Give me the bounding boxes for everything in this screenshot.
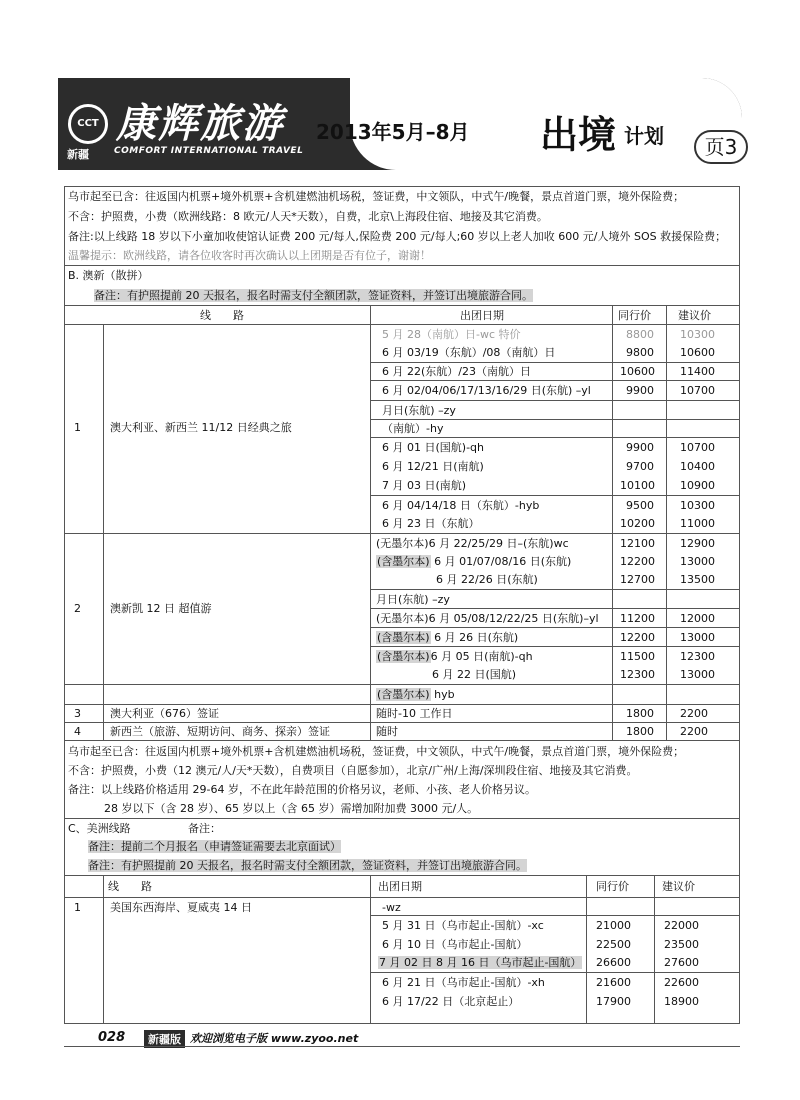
edition-tag: 新疆版 <box>144 1030 185 1048</box>
b-r1-date: 7 月 03 日(南航) <box>382 479 467 492</box>
b-r2-date: 6 月 05 日(南航)-qh <box>430 650 533 663</box>
b-r4-retail: 2200 <box>680 725 708 738</box>
brand-name: 康辉旅游 <box>116 100 284 147</box>
date-range: 2013年5月–8月 <box>316 120 470 144</box>
b-r2-retail: 12000 <box>680 612 715 625</box>
b-r1-date: 6 月 23 日（东航） <box>382 517 480 530</box>
b-r2-retail: 13000 <box>680 555 715 568</box>
b-r3-peer: 1800 <box>626 707 654 720</box>
b-r2-retail: 12900 <box>680 537 715 550</box>
b-r2-retail: 13000 <box>680 668 715 681</box>
c-r1-date: -wz <box>382 901 401 914</box>
c-r1-retail: 22000 <box>664 919 699 932</box>
b-r1-peer: 10200 <box>620 517 655 530</box>
b-r2-retail: 13000 <box>680 631 715 644</box>
c-r1-date: 5 月 31 日（乌市起止-国航）-xc <box>382 919 544 932</box>
b-r2-date: 6 月 22 日(国航) <box>432 668 517 681</box>
b-r3-retail: 2200 <box>680 707 708 720</box>
section-c-note-1: 备注：提前二个月报名（申请签证需要去北京面试） <box>88 840 341 853</box>
b-r1-date: 6 月 03/19（东航）/08（南航）日 <box>382 346 556 359</box>
section-c-title-note: 备注： <box>188 822 221 835</box>
notes2-line-4: 28 岁以下（含 28 岁）、65 岁以上（含 65 岁）需增加附加费 3000 元/人。 <box>104 802 479 815</box>
b-r2-peer: 12200 <box>620 631 655 644</box>
b-head-peer: 同行价 <box>618 309 651 322</box>
b-r1-peer: 9700 <box>626 460 654 473</box>
b-r2-peer: 11500 <box>620 650 655 663</box>
b-r3-date: 随时-10 工作日 <box>376 707 453 720</box>
b-r2-peer: 12700 <box>620 573 655 586</box>
c-r1-retail: 18900 <box>664 995 699 1008</box>
c-r1-retail: 23500 <box>664 938 699 951</box>
b-r1-peer: 9900 <box>626 384 654 397</box>
b-head-date: 出团日期 <box>460 309 504 322</box>
section-b-note: 备注：有护照提前 20 天报名，报名时需支付全额团款，签证资料，并签订出境旅游合同。 <box>94 289 533 302</box>
b-r1-peer: 9800 <box>626 346 654 359</box>
b-r1-date: 6 月 12/21 日(南航) <box>382 460 484 473</box>
notes2-line-2: 不含：护照费，小费（12 澳元/人/天*天数），自费项目（自愿参加），北京/广州/上海/深圳段住宿、地接及其它消费。 <box>68 764 638 777</box>
plan-subtitle: 计划 <box>624 124 664 148</box>
tag-with-melbourne: (含墨尔本) <box>377 555 430 568</box>
intro-warm-tip: 温馨提示：欧洲线路，请各位收客时再次确认以上团期是否有位子，谢谢！ <box>68 249 431 262</box>
b-r2-peer: 12200 <box>620 555 655 568</box>
c-r1-peer: 21000 <box>596 919 631 932</box>
c-head-peer: 同行价 <box>596 880 629 893</box>
b-r2-date: 月日(东航) –zy <box>376 593 450 606</box>
intro-line-2: 不含：护照费，小费（欧洲线路：8 欧元/人天*天数），自费，北京\上海段住宿、地接及其它消费。 <box>68 210 548 223</box>
section-c-title: C、美洲线路 <box>68 822 131 835</box>
b-r2-date: hyb <box>434 688 455 701</box>
c-r1-peer: 26600 <box>596 956 631 969</box>
b-r1-date: 6 月 22(东航）/23（南航）日 <box>382 365 531 378</box>
b-r2-date: 6 月 05/08/12/22/25 日(东航)–yl <box>428 612 599 625</box>
tag-no-melbourne: (无墨尔本) <box>376 537 429 550</box>
c-r1-retail: 22600 <box>664 976 699 989</box>
footer-text: 欢迎浏览电子版 www.zyoo.net <box>190 1032 359 1045</box>
b-r1-retail: 10400 <box>680 460 715 473</box>
c-head-date: 出团日期 <box>378 880 422 893</box>
logo-sub: 新疆 <box>67 148 89 161</box>
tag-with-melbourne: (含墨尔本) <box>377 631 430 644</box>
page-number: 028 <box>98 1030 126 1045</box>
c-r1-name: 美国东西海岸、夏威夷 14 日 <box>110 901 252 914</box>
b-r1-retail: 10300 <box>680 499 715 512</box>
c-head-route: 线 路 <box>108 880 152 893</box>
b-r1-peer: 10100 <box>620 479 655 492</box>
c-r1-retail: 27600 <box>664 956 699 969</box>
tag-with-melbourne: (含墨尔本) <box>377 688 430 701</box>
b-head-route: 线 路 <box>200 309 244 322</box>
b-r1-retail: 11000 <box>680 517 715 530</box>
b-r1-retail: 11400 <box>680 365 715 378</box>
section-c-note-2: 备注：有护照提前 20 天报名，报名时需支付全额团款，签证资料，并签订出境旅游合同。 <box>88 859 527 872</box>
logo-icon: CCT <box>68 104 108 144</box>
c-r1-date: 7 月 02 日 8 月 16 日（乌市起止-国航） <box>379 956 582 969</box>
c-r1-date: 6 月 21 日（乌市起止-国航）-xh <box>382 976 545 989</box>
intro-line-1: 乌市起至已含：往返国内机票+境外机票+含机建燃油机场税，签证费，中文领队，中式午/晚餐，景点首道门票，境外保险费； <box>68 190 685 203</box>
intro-line-3: 备注:以上线路 18 岁以下小童加收使馆认证费 200 元/每人,保险费 200 元/每人;60 岁以上老人加收 600 元/人境外 SOS 救援保险费； <box>68 230 727 243</box>
b-r4-date: 随时 <box>376 725 398 738</box>
b-r1-retail: 10700 <box>680 441 715 454</box>
b-r4-peer: 1800 <box>626 725 654 738</box>
b-r2-name: 澳新凯 12 日 超值游 <box>110 602 212 615</box>
b-r1-date: 6 月 01 日(国航)-qh <box>382 441 484 454</box>
b-r1-date: （南航）-hy <box>382 422 444 435</box>
notes2-line-3: 备注：以上线路价格适用 29-64 岁，不在此年龄范围的价格另议，老师、小孩、老人价格另议。 <box>68 783 536 796</box>
c-r1-peer: 22500 <box>596 938 631 951</box>
b-head-retail: 建议价 <box>678 309 711 322</box>
brand-english: COMFORT INTERNATIONAL TRAVEL <box>114 146 304 156</box>
b-r3-name: 澳大利亚（676）签证 <box>110 707 219 720</box>
b-r1-retail: 10700 <box>680 384 715 397</box>
b-r1-retail: 10300 <box>680 328 715 341</box>
b-r2-peer: 12300 <box>620 668 655 681</box>
b-r1-name: 澳大利亚、新西兰 11/12 日经典之旅 <box>110 421 292 434</box>
c-head-retail: 建议价 <box>662 880 695 893</box>
b-r2-date: 6 月 01/07/08/16 日(东航) <box>434 555 572 568</box>
section-b-title: B. 澳新（散拼） <box>68 269 149 282</box>
c-r1-peer: 21600 <box>596 976 631 989</box>
b-r1-peer: 10600 <box>620 365 655 378</box>
notes2-line-1: 乌市起至已含：往返国内机票+境外机票+含机建燃油机场税，签证费，中文领队，中式午/晚餐，景点首道门票，境外保险费； <box>68 745 685 758</box>
b-r1-date: 5 月 28（南航）日-wc 特价 <box>382 328 521 341</box>
b-r4-name: 新西兰（旅游、短期访问、商务、探亲）签证 <box>110 725 330 738</box>
b-r1-peer: 9500 <box>626 499 654 512</box>
b-r2-retail: 13500 <box>680 573 715 586</box>
b-r2-date: 6 月 22/26 日(东航) <box>436 573 538 586</box>
b-r1-date: 月日(东航) –zy <box>382 404 456 417</box>
footer-rule <box>64 1046 740 1047</box>
b-r1-no: 1 <box>74 421 81 434</box>
b-r1-peer: 8800 <box>626 328 654 341</box>
b-r4-no: 4 <box>74 725 81 738</box>
b-r2-date: 6 月 26 日(东航) <box>434 631 519 644</box>
b-r2-date: 6 月 22/25/29 日–(东航)wc <box>428 537 569 550</box>
b-r1-peer: 9900 <box>626 441 654 454</box>
plan-title: 出境 <box>540 112 617 157</box>
b-r3-no: 3 <box>74 707 81 720</box>
b-r1-date: 6 月 02/04/06/17/13/16/29 日(东航) –yl <box>382 384 591 397</box>
tag-with-melbourne: (含墨尔本) <box>377 650 430 663</box>
c-r1-no: 1 <box>74 901 81 914</box>
b-r1-date: 6 月 04/14/18 日（东航）-hyb <box>382 499 540 512</box>
c-r1-date: 6 月 10 日（乌市起止-国航） <box>382 938 528 951</box>
b-r2-retail: 12300 <box>680 650 715 663</box>
b-r2-no: 2 <box>74 602 81 615</box>
b-r1-retail: 10900 <box>680 479 715 492</box>
c-r1-date: 6 月 17/22 日（北京起止） <box>382 995 520 1008</box>
b-r1-retail: 10600 <box>680 346 715 359</box>
c-r1-peer: 17900 <box>596 995 631 1008</box>
page-badge: 页3 <box>694 130 748 164</box>
b-r2-peer: 12100 <box>620 537 655 550</box>
b-r2-peer: 11200 <box>620 612 655 625</box>
tag-no-melbourne: (无墨尔本) <box>376 612 429 625</box>
